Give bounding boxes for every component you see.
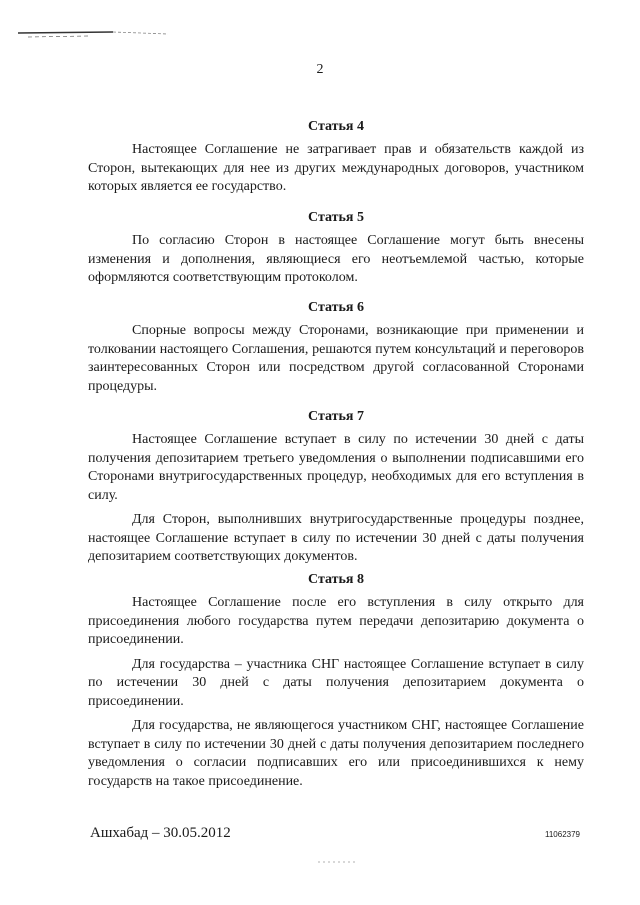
- article-8: [88, 571, 584, 797]
- page-number: 2: [316, 62, 324, 77]
- article-heading: Статья 8: [308, 572, 364, 587]
- article-5: [88, 209, 584, 294]
- article-6: [88, 299, 584, 402]
- article-paragraph: Настоящее Соглашение не затрагивает прав и обязательств каждой из Сторон, вытекающих для нее из других международных договоров, участником которых является ее государство.: [88, 142, 584, 194]
- scan-artifact-dashes: [318, 860, 358, 864]
- footer-place-date: Ашхабад – 30.05.2012: [90, 825, 231, 841]
- article-heading: Статья 6: [308, 300, 364, 315]
- scan-artifact-line: [18, 30, 168, 40]
- article-heading: Статья 7: [308, 409, 364, 424]
- article-paragraph: Для государства – участника СНГ настоящее Соглашение вступает в силу по истечении 30 дней с даты получения депозитарием документа о присоединении.: [88, 656, 584, 709]
- article-4: [88, 118, 584, 203]
- document-code: 11062379: [545, 830, 580, 839]
- article-heading: Статья 5: [308, 210, 364, 225]
- article-7: [88, 408, 584, 573]
- article-paragraph: Настоящее Соглашение после его вступления в силу открыто для присоединения любого государства путем передачи депозитарию документа о присоединении.: [88, 595, 584, 647]
- article-paragraph: Спорные вопросы между Сторонами, возникающие при применении и толковании настоящего Соглашения, решаются путем консультаций и переговоров заинтересованных Сторон или посредством другой согласованной Сторонами процедуры.: [88, 323, 584, 394]
- article-paragraph: Для Сторон, выполнивших внутригосударственные процедуры позднее, настоящее Соглашение вступает в силу по истечении 30 дней с даты получения депозитарием соответствующих документов.: [88, 512, 584, 564]
- article-paragraph: По согласию Сторон в настоящее Соглашение могут быть внесены изменения и дополнения, являющиеся его неотъемлемой частью, которые оформляются соответствующим протоколом.: [88, 233, 584, 285]
- article-heading: Статья 4: [308, 119, 364, 134]
- article-paragraph: Настоящее Соглашение вступает в силу по истечении 30 дней с даты получения депозитарием третьего уведомления о выполнении подписавшими его Сторонами внутригосударственных процедур, необходимых для его вступления в силу.: [88, 432, 584, 503]
- article-paragraph: Для государства, не являющегося участником СНГ, настоящее Соглашение вступает в силу по истечении 30 дней с даты получения депозитарием последнего уведомления о согласии подписавших его или присоединившихся к нему государств на такое присоединение.: [88, 718, 584, 789]
